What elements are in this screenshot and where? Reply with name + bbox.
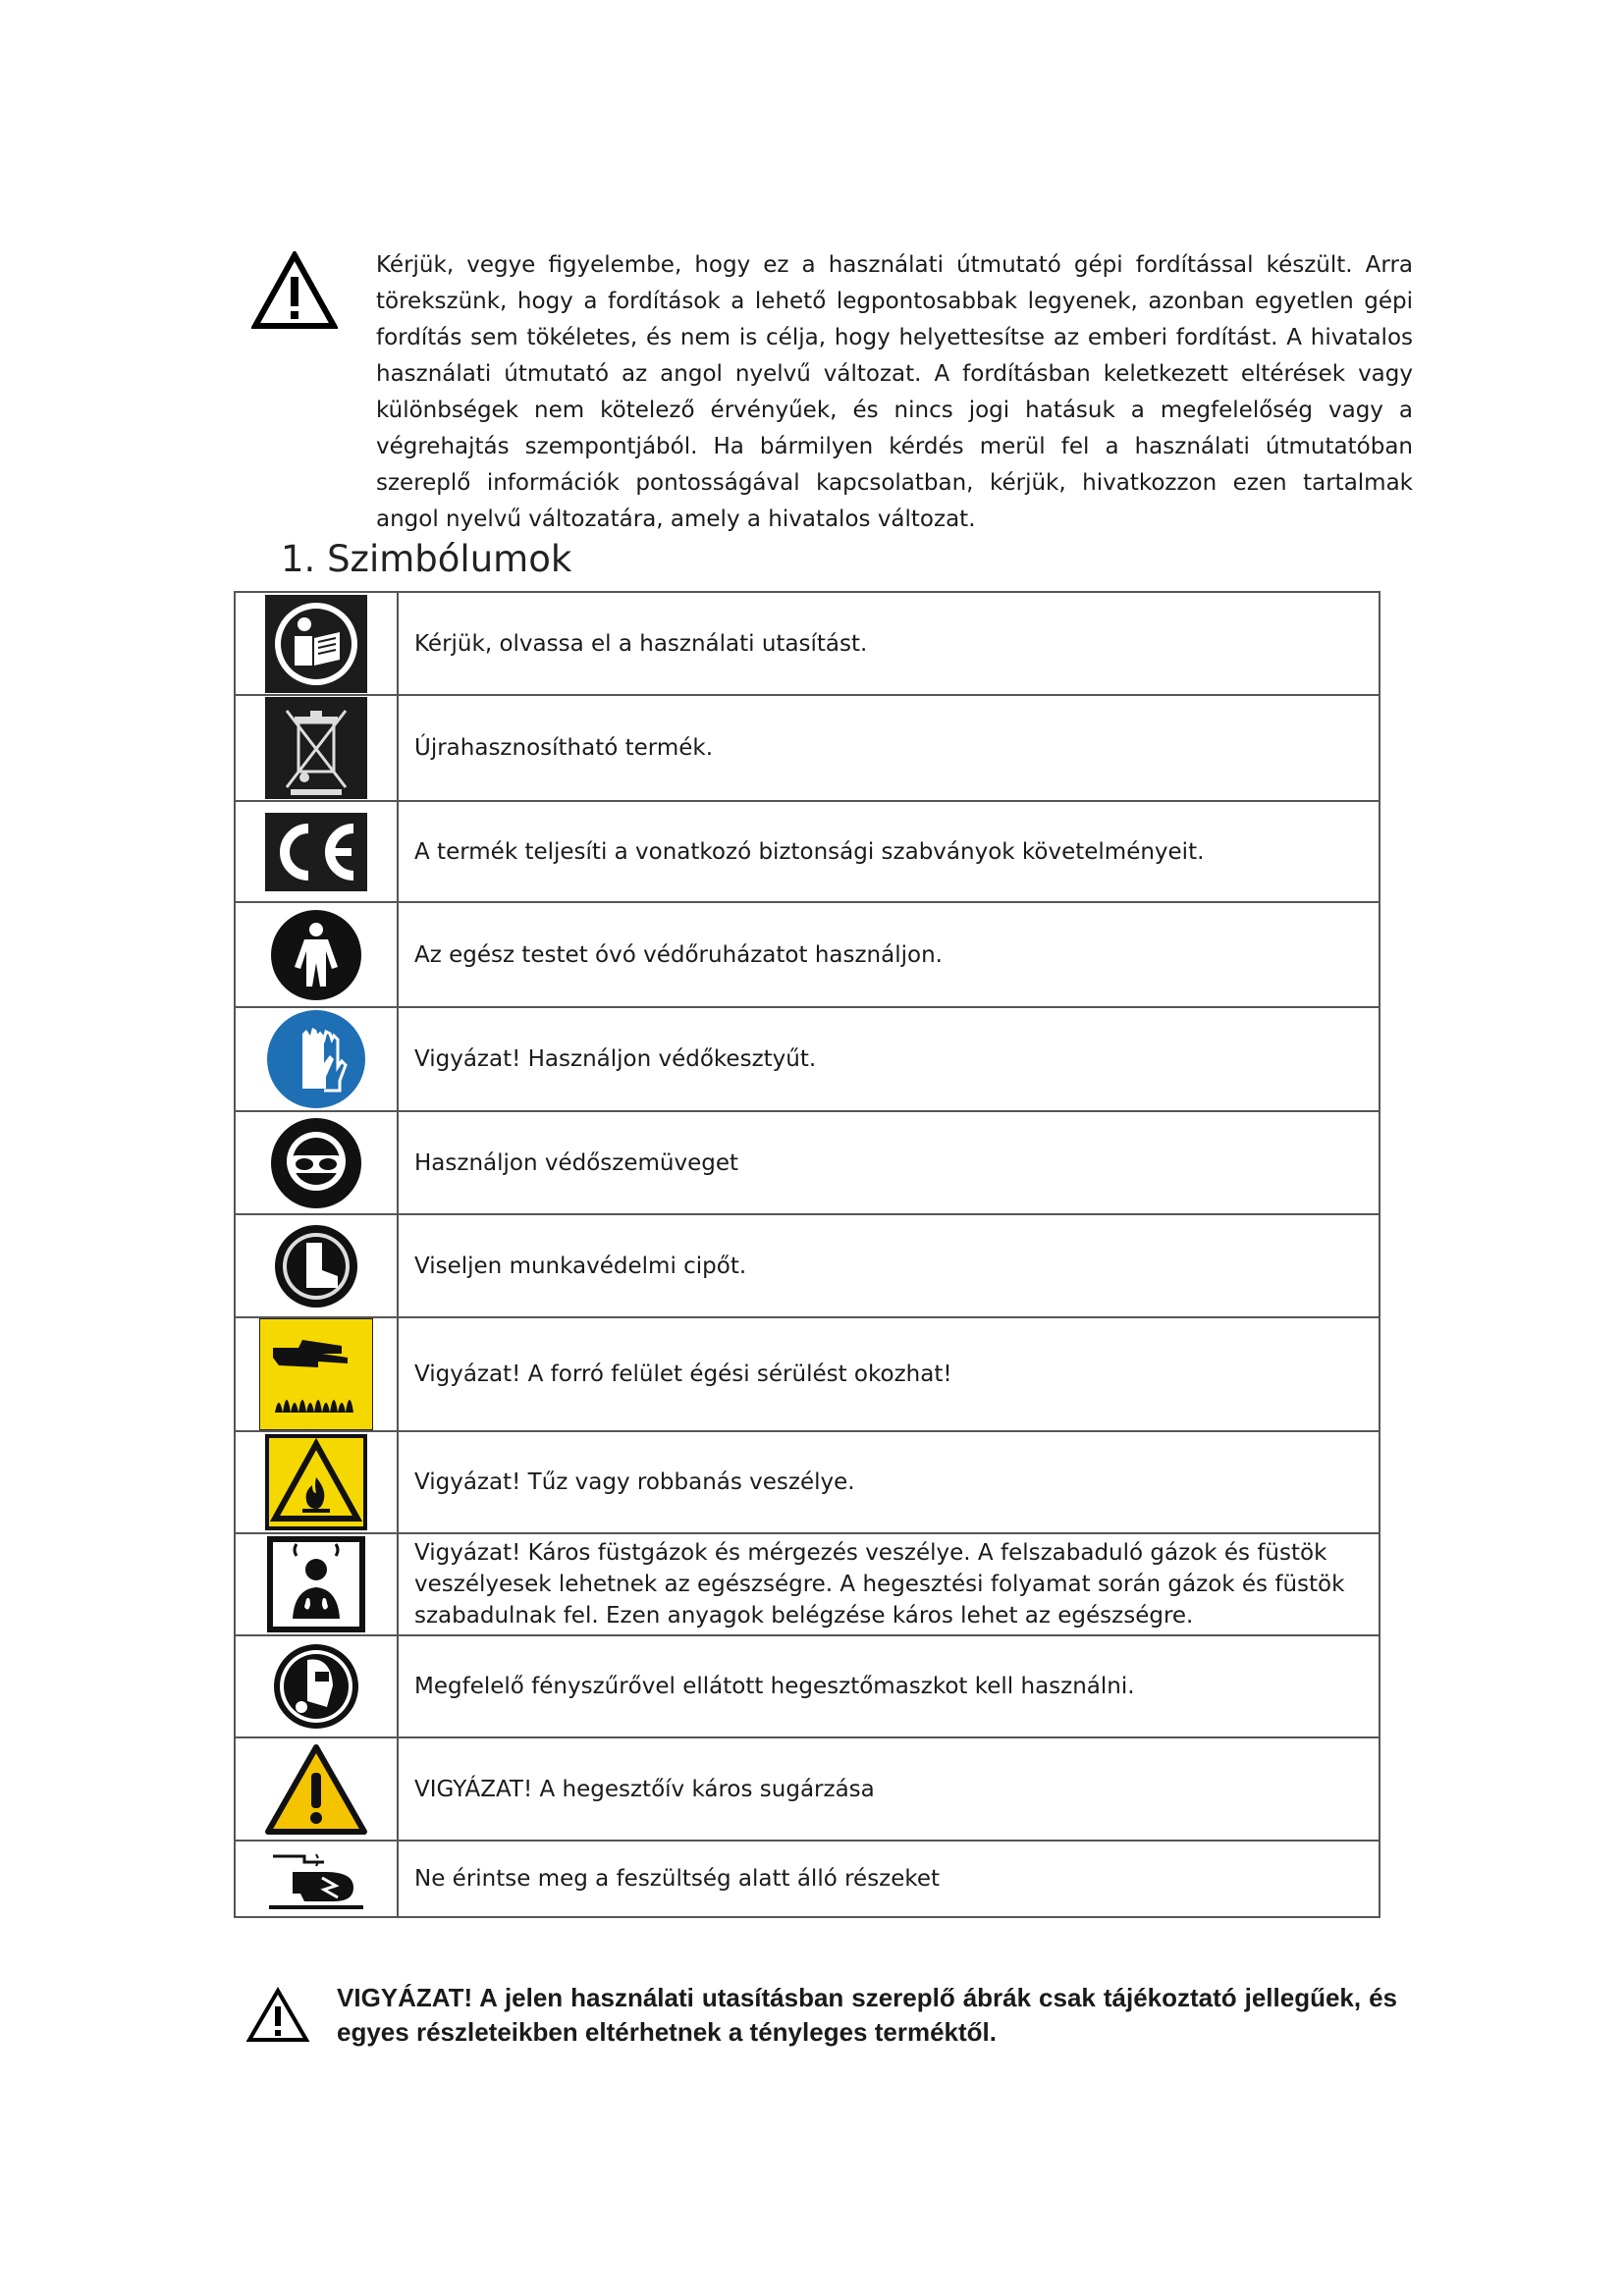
symbol-description: Vigyázat! Tűz vagy robbanás veszélye. [398, 1431, 1380, 1533]
symbol-description: A termék teljesíti a vonatkozó biztonsági szabványok követelményeit. [398, 801, 1380, 902]
table-row [235, 1431, 1380, 1533]
symbol-description: Vigyázat! Használjon védőkesztyűt. [398, 1007, 1380, 1111]
ce-mark-icon [235, 801, 398, 902]
welding-mask-icon [235, 1635, 398, 1737]
table-row [235, 902, 1380, 1007]
machine-translation-notice: Kérjük, vegye figyelembe, hogy ez a használati útmutató gépi fordítással készült. Arra törekszünk, hogy a fordítások a lehető legpontosabbak legyenek, azonban egyetlen gépi fordítás sem tökéletes, és nem is célja, hogy helyettesítse az emberi fordítást. A hivatalos használati útmutató az angol nyelvű változat. A fordításban keletkezett eltérések vagy különbségek nem kötelező érvényűek, és nincs jogi hatásuk a megfelelőség vagy a végrehajtás szempontjából. Ha bármilyen kérdés merül fel a használati útmutatóban szereplő információk pontosságával kapcsolatban, kérjük, hivatkozzon ezen tartalmak angol nyelvű változatára, amely a hivatalos változat. [376, 252, 1413, 532]
table-row [235, 695, 1380, 801]
arc-radiation-icon [235, 1737, 398, 1841]
table-row [235, 1111, 1380, 1214]
symbol-description: Vigyázat! Káros füstgázok és mérgezés veszélye. A felszabaduló gázok és füstök veszélyesek lehetnek az egészségre. A hegesztési folyamat során gázok és füstök szabadulnak fel. Ezen anyagok belégzése káros lehet az egészségre. [398, 1533, 1380, 1635]
read-manual-icon [235, 592, 398, 695]
table-row [235, 1007, 1380, 1111]
fire-hazard-icon [235, 1431, 398, 1533]
safety-boot-icon [235, 1214, 398, 1317]
table-row [235, 1737, 1380, 1841]
crossed-bin-icon [235, 695, 398, 801]
symbol-description: Viseljen munkavédelmi cipőt. [398, 1214, 1380, 1317]
symbols-table [234, 591, 1380, 1918]
hot-surface-icon [235, 1317, 398, 1431]
symbol-description: Újrahasznosítható termék. [398, 695, 1380, 801]
symbol-description: Vigyázat! A forró felület égési sérülést okozhat! [398, 1317, 1380, 1431]
protective-suit-icon [235, 902, 398, 1007]
table-row [235, 1533, 1380, 1635]
table-row [235, 592, 1380, 695]
symbol-description: Az egész testet óvó védőruházatot használjon. [398, 902, 1380, 1007]
goggles-icon [235, 1111, 398, 1214]
symbol-description: Kérjük, olvassa el a használati utasítást. [398, 592, 1380, 695]
section-title: 1. Szimbólumok [281, 538, 572, 580]
symbol-description: VIGYÁZAT! A hegesztőív káros sugárzása [398, 1737, 1380, 1841]
footer-warning-text: VIGYÁZAT! A jelen használati utasításban szereplő ábrák csak tájékoztató jellegűek, és egyes részleteikben eltérhetnek a tényleges terméktől. [337, 1983, 1397, 2047]
table-row [235, 1841, 1380, 1917]
warning-triangle-icon [245, 1987, 310, 2044]
symbol-description: Megfelelő fényszűrővel ellátott hegesztőmaszkot kell használni. [398, 1635, 1380, 1737]
table-row [235, 801, 1380, 902]
gloves-icon [235, 1007, 398, 1111]
symbol-description: Ne érintse meg a feszültség alatt álló részeket [398, 1841, 1380, 1917]
table-row [235, 1317, 1380, 1431]
electric-shock-icon [235, 1841, 398, 1917]
toxic-fumes-icon [235, 1533, 398, 1635]
warning-triangle-icon [251, 251, 338, 330]
symbol-description: Használjon védőszemüveget [398, 1111, 1380, 1214]
table-row [235, 1214, 1380, 1317]
table-row [235, 1635, 1380, 1737]
